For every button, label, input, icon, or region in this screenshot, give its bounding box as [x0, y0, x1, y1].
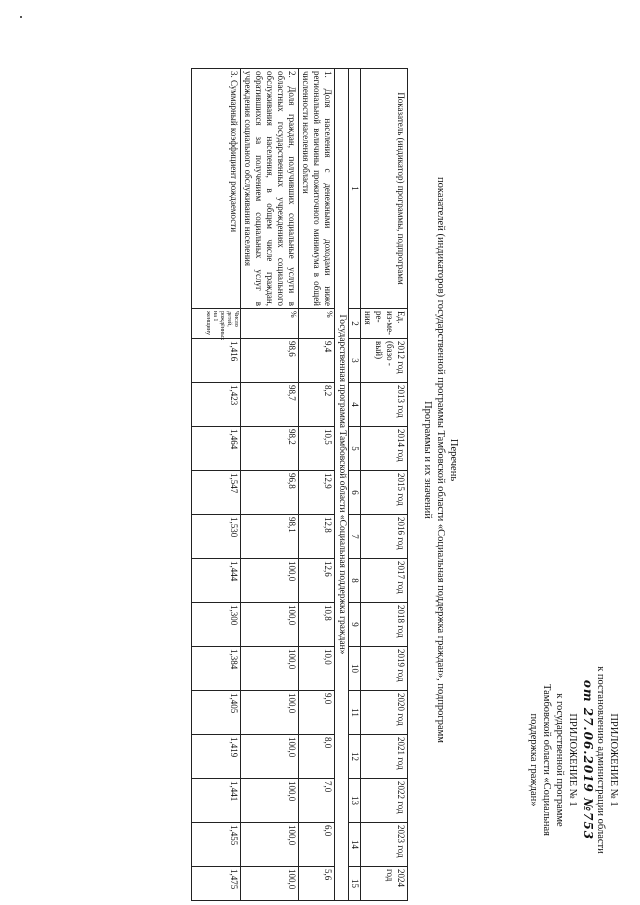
title-line-1: Перечень — [448, 438, 459, 482]
column-number: 9 — [349, 603, 361, 647]
value-2018: 10,8 — [299, 603, 335, 647]
value-2015: 96,8 — [241, 471, 299, 515]
column-number: 6 — [349, 471, 361, 515]
indicators-table — [191, 68, 408, 901]
header-year-2024: 2024 год — [361, 867, 408, 901]
unit-cell: Число детей, рождённых на 1 женщину — [192, 309, 241, 339]
column-number: 4 — [349, 383, 361, 427]
column-number: 8 — [349, 559, 361, 603]
value-2021: 8,0 — [299, 735, 335, 779]
appendix-program-name-1: Тамбовской области «Социальная — [541, 683, 552, 837]
header-year-2019: 2019 год — [361, 647, 408, 691]
value-2021: 100,0 — [241, 735, 299, 779]
value-2016: 98,1 — [241, 515, 299, 559]
program-title: Государственная программа Тамбовской области «Социальная поддержка граждан» — [335, 69, 349, 901]
value-2023: 6,0 — [299, 823, 335, 867]
title-line-2: показателей (индикаторов) государственной программы Тамбовской области «Социальная поддержка граждан», подпрограмм — [435, 177, 446, 743]
header-year-2015: 2015 год — [361, 471, 408, 515]
program-title-row — [335, 69, 349, 901]
value-2019: 100,0 — [241, 647, 299, 691]
value-2024: 5,6 — [299, 867, 335, 901]
header-year-2013: 2013 год — [361, 383, 408, 427]
value-2018: 1,300 — [192, 603, 241, 647]
header-year-2022: 2022 год — [361, 779, 408, 823]
value-2023: 1,455 — [192, 823, 241, 867]
value-2013: 98,7 — [241, 383, 299, 427]
column-number: 13 — [349, 779, 361, 823]
value-2024: 1,475 — [192, 867, 241, 901]
header-indicator: Показатель (индикатор) программы, подпрограмм — [361, 69, 408, 309]
title-line-3: Программы и их значений — [422, 401, 433, 519]
value-2017: 1,444 — [192, 559, 241, 603]
header-year-2017: 2017 год — [361, 559, 408, 603]
table-row — [192, 69, 241, 901]
value-2018: 100,0 — [241, 603, 299, 647]
value-2021: 1,419 — [192, 735, 241, 779]
appendix-label: ПРИЛОЖЕНИЕ № 1 — [608, 713, 619, 807]
column-number: 7 — [349, 515, 361, 559]
appendix-sublabel: ПРИЛОЖЕНИЕ № 1 — [567, 713, 578, 807]
value-2016: 12,8 — [299, 515, 335, 559]
document-title — [421, 70, 460, 850]
column-number: 2 — [349, 309, 361, 339]
appendix-program-ref: к государственной программе — [554, 693, 565, 827]
value-2014: 98,2 — [241, 427, 299, 471]
indicator-name: 1. Доля населения с денежными доходами ниже региональной величины прожиточного минимума в общей численности населения области — [299, 69, 335, 309]
header-row — [361, 69, 408, 901]
value-2023: 100,0 — [241, 823, 299, 867]
value-2012: 98,6 — [241, 339, 299, 383]
header-year-2012: 2012 год (базо - вый) — [361, 339, 408, 383]
value-2017: 100,0 — [241, 559, 299, 603]
value-2022: 1,441 — [192, 779, 241, 823]
column-number-row — [349, 69, 361, 901]
value-2019: 10,0 — [299, 647, 335, 691]
column-number: 3 — [349, 339, 361, 383]
header-unit: Ед. из-ме-ре-ния — [361, 309, 408, 339]
header-year-2020: 2020 год — [361, 691, 408, 735]
value-2014: 10,5 — [299, 427, 335, 471]
appendix-block — [527, 625, 620, 895]
header-year-2016: 2016 год — [361, 515, 408, 559]
column-number: 15 — [349, 867, 361, 901]
value-2015: 1,547 — [192, 471, 241, 515]
column-number: 14 — [349, 823, 361, 867]
value-2024: 100,0 — [241, 867, 299, 901]
value-2017: 12,6 — [299, 559, 335, 603]
unit-cell: % — [241, 309, 299, 339]
column-number: 10 — [349, 647, 361, 691]
appendix-handwritten-date-number: от 27.06.2019 №753 — [581, 679, 595, 841]
value-2022: 100,0 — [241, 779, 299, 823]
value-2012: 9,4 — [299, 339, 335, 383]
table-row — [299, 69, 335, 901]
value-2013: 8,2 — [299, 383, 335, 427]
value-2016: 1,530 — [192, 515, 241, 559]
column-number: 5 — [349, 427, 361, 471]
header-year-2021: 2021 год — [361, 735, 408, 779]
value-2020: 1,405 — [192, 691, 241, 735]
column-number: 1 — [349, 69, 361, 309]
value-2014: 1,464 — [192, 427, 241, 471]
value-2020: 9,0 — [299, 691, 335, 735]
value-2013: 1,423 — [192, 383, 241, 427]
value-2019: 1,384 — [192, 647, 241, 691]
appendix-program-name-2: поддержка граждан» — [528, 713, 539, 807]
scan-dot — [20, 16, 22, 18]
unit-cell: % — [299, 309, 335, 339]
header-year-2023: 2023 год — [361, 823, 408, 867]
indicator-name: 2. Доля граждан, получивших социальные услуги в областных государственных учреждениях социального обслуживания населения, в общем числе граждан, обратившихся за получением социальных услуг в учреждения социального обслуживания населения — [241, 69, 299, 309]
value-2020: 100,0 — [241, 691, 299, 735]
value-2015: 12,9 — [299, 471, 335, 515]
header-year-2018: 2018 год — [361, 603, 408, 647]
header-year-2014: 2014 год — [361, 427, 408, 471]
column-number: 12 — [349, 735, 361, 779]
value-2012: 1,416 — [192, 339, 241, 383]
appendix-decree-ref: к постановлению администрации области — [595, 666, 606, 854]
value-2022: 7,0 — [299, 779, 335, 823]
table-row — [241, 69, 299, 901]
indicator-name: 3. Суммарный коэффициент рождаемости — [192, 69, 241, 309]
column-number: 11 — [349, 691, 361, 735]
